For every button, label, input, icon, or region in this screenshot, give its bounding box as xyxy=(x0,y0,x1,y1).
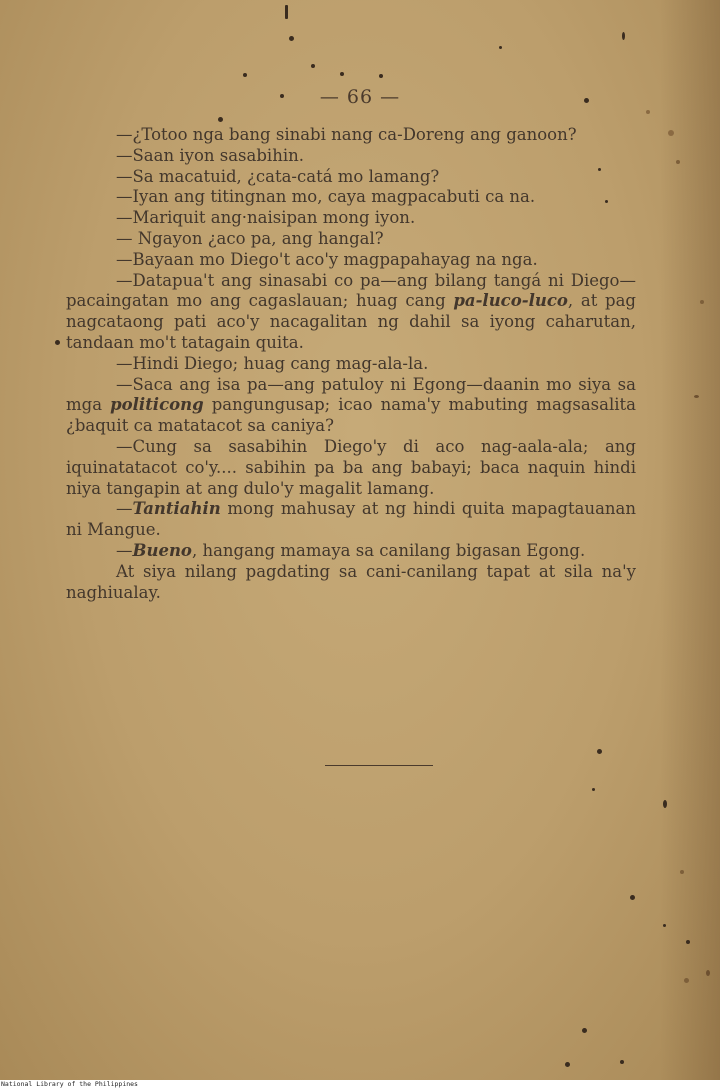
paragraph xyxy=(66,375,636,437)
ink-speck xyxy=(565,1062,570,1067)
italic-term: Tantiahin xyxy=(132,499,221,519)
ink-speck xyxy=(706,970,710,976)
ink-speck xyxy=(663,800,667,808)
paragraph xyxy=(66,354,636,375)
text-segment: —Saca ang isa pa—ang patuloy ni Egong—daanin mo siya sa mga xyxy=(66,374,636,415)
text-segment: mong mahusay at ng hindi quita mapagtauanan ni Mangue. xyxy=(66,499,636,540)
page-edge-shadow xyxy=(660,0,720,1080)
end-rule xyxy=(325,765,433,766)
paragraph xyxy=(66,229,636,250)
ink-speck xyxy=(340,72,344,76)
paragraph xyxy=(66,499,636,541)
ink-speck xyxy=(620,1060,624,1064)
paragraph xyxy=(66,187,636,208)
ink-speck xyxy=(668,130,674,136)
paragraph xyxy=(66,250,636,271)
ink-speck xyxy=(646,110,650,114)
ink-speck xyxy=(584,98,589,103)
ink-speck xyxy=(605,200,608,203)
ink-speck xyxy=(597,749,602,754)
ink-speck xyxy=(55,340,60,345)
ink-speck xyxy=(694,395,699,398)
text-segment: , hangang mamaya sa canilang bigasan Egong. xyxy=(191,540,586,560)
ink-speck xyxy=(684,978,689,983)
text-segment: —Sa macatuid, ¿cata-catá mo lamang? xyxy=(116,166,440,186)
ink-speck xyxy=(686,940,690,944)
text-segment: —Hindi Diego; huag cang mag-ala-la. xyxy=(116,353,429,373)
paragraph xyxy=(66,562,636,604)
paragraph xyxy=(66,146,636,167)
text-segment: —Cung sa sasabihin Diego'y di aco nag-aala-ala; ang iquinatatacot co'y.... sabihin pa ba ang babayi; baca naquin hindi niya tangapin at ang dulo'y magalit lamang. xyxy=(66,436,636,498)
text-segment: At siya nilang pagdating sa cani-canilang tapat at sila na'y naghiualay. xyxy=(66,561,636,602)
ink-speck xyxy=(280,94,284,98)
text-segment: —¿Totoo nga bang sinabi nang ca-Doreng ang ganoon? xyxy=(116,125,577,144)
ink-speck xyxy=(592,788,595,791)
paragraph xyxy=(66,167,636,188)
ink-speck xyxy=(676,160,680,164)
paragraph xyxy=(66,125,636,146)
body-text xyxy=(66,125,636,603)
paragraph xyxy=(66,208,636,229)
ink-speck xyxy=(622,32,625,40)
ink-speck xyxy=(630,895,635,900)
ink-speck xyxy=(243,73,247,77)
ink-speck xyxy=(289,36,294,41)
italic-term: pa-luco-luco xyxy=(453,291,568,311)
ink-speck xyxy=(379,74,383,78)
ink-speck xyxy=(582,1028,587,1033)
text-segment: — Ngayon ¿aco pa, ang hangal? xyxy=(116,228,384,248)
ink-speck xyxy=(499,46,502,49)
text-segment: —Bayaan mo Diego't aco'y magpapahayag na nga. xyxy=(116,249,538,269)
text-segment: — xyxy=(116,540,133,560)
ink-speck xyxy=(700,300,704,304)
text-segment: —Mariquit ang·naisipan mong iyon. xyxy=(116,208,416,228)
ink-speck xyxy=(680,870,684,874)
ink-speck xyxy=(598,168,601,171)
ink-speck xyxy=(311,64,315,68)
text-segment: —Iyan ang titingnan mo, caya magpacabuti ca na. xyxy=(116,187,536,207)
text-segment: pangungusap; icao nama'y mabuting magsasalita ¿baquit ca matatacot sa caniya? xyxy=(66,395,636,436)
italic-term: Bueno xyxy=(132,540,192,560)
text-segment: —Saan iyon sasabihin. xyxy=(116,145,304,165)
footer-credit: National Library of the Philippines xyxy=(1,1080,138,1088)
page-number: — 66 — xyxy=(319,86,401,108)
paragraph xyxy=(66,271,636,354)
text-segment: —Datapua't ang sinasabi co pa—ang bilang tangá ni Diego—pacaingatan mo ang cagaslauan; huag cang xyxy=(66,270,636,311)
ink-speck xyxy=(285,5,288,19)
paragraph xyxy=(66,541,636,562)
italic-term: politicong xyxy=(110,395,204,415)
ink-speck xyxy=(218,117,223,122)
paragraph xyxy=(66,437,636,499)
text-segment: — xyxy=(116,499,133,519)
text-segment: , at pag nagcataong pati aco'y nacagalitan ng dahil sa iyong caharutan, tandaan mo't tatagain quita. xyxy=(66,291,636,352)
ink-speck xyxy=(663,924,666,927)
